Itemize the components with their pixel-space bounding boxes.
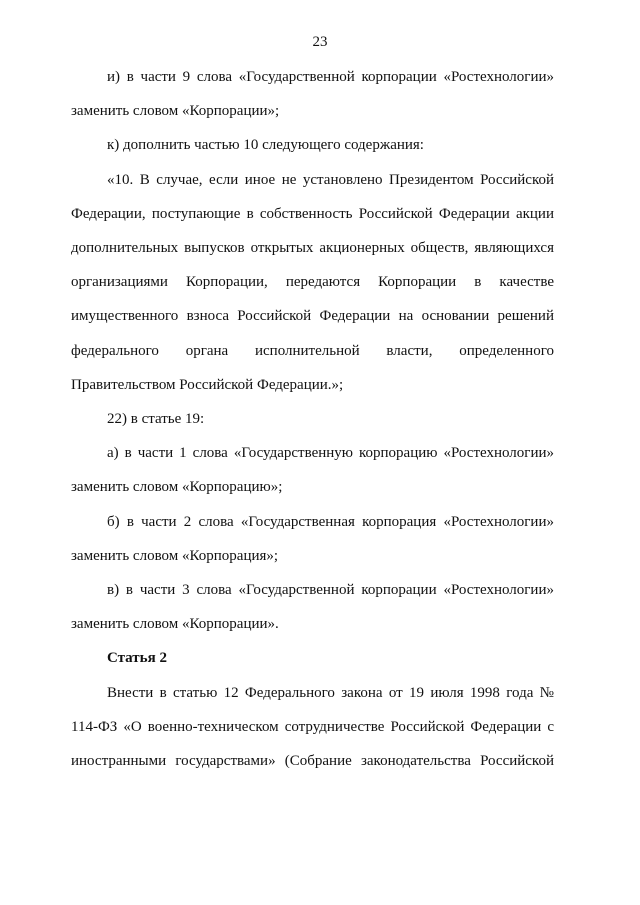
- paragraph-article-2: Внести в статью 12 Федерального закона от 19 июля 1998 года № 114-ФЗ «О военно-техническом сотрудничестве Российской Федерации с иностранными государствами» (Собрание законодательства Российской: [71, 684, 554, 770]
- paragraph-item-22: 22) в статье 19:: [107, 411, 205, 428]
- paragraph-item-k: к) дополнить частью 10 следующего содержания:: [107, 137, 424, 154]
- page-number: 23: [312, 34, 328, 50]
- paragraph-item-i: и) в части 9 слова «Государственной корпорации «Ростехнологии» заменить словом «Корпорации»;: [71, 69, 554, 120]
- paragraph-item-v: в) в части 3 слова «Государственной корпорации «Ростехнологии» заменить словом «Корпорации».: [71, 582, 554, 633]
- paragraph-item-b: б) в части 2 слова «Государственная корпорация «Ростехнологии» заменить словом «Корпорация»;: [71, 513, 554, 564]
- article-heading: Статья 2: [107, 650, 167, 667]
- paragraph-part-10: «10. В случае, если иное не установлено Президентом Российской Федерации, поступающие в собственность Российской Федерации акции дополнительных выпусков открытых акционерных обществ, являющихся организациями Корпорации, передаются Корпорации в качестве имущественного взноса Российской Федерации на основании решений федерального органа исполнительной власти, определенного Правительством Российской Федерации.»;: [71, 171, 554, 393]
- paragraph-item-a: а) в части 1 слова «Государственную корпорацию «Ростехнологии» заменить словом «Корпорацию»;: [71, 445, 554, 496]
- document-body: [71, 60, 554, 778]
